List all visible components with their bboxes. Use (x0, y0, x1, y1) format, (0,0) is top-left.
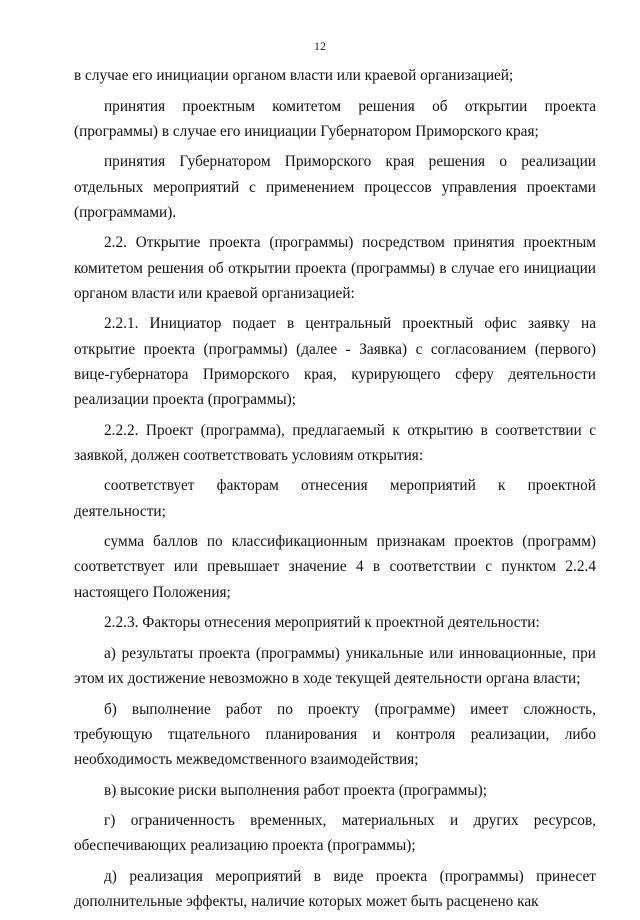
paragraph-2: принятия проектным комитетом решения об открытии проекта (программы) в случае его инициации Губернатором Приморского края; (74, 97, 596, 140)
paragraph-5: 2.2.1. Инициатор подает в центральный проектный офис заявку на открытие проекта (программы) (далее - Заявка) с согласованием (первого) вице-губернатора Приморского края, курирующего сферу деятельности реализации проекта (программы); (74, 315, 596, 408)
paragraph-3: принятия Губернатором Приморского края решения о реализации отдельных мероприятий с применением процессов управления проектами (программами). (74, 153, 596, 221)
page-number: 12 (314, 39, 326, 53)
paragraph-6: 2.2.2. Проект (программа), предлагаемый к открытию в соответствии с заявкой, должен соответствовать условиям открытия: (74, 421, 596, 464)
paragraph-8: сумма баллов по классификационным признакам проектов (программ) соответствует или превышает значение 4 в соответствии с пунктом 2.2.4 настоящего Положения; (74, 533, 596, 601)
paragraph-11: б) выполнение работ по проекту (программе) имеет сложность, требующую тщательного планирования и контроля реализации, либо необходимость межведомственного взаимодействия; (74, 700, 596, 768)
paragraph-13: г) ограниченность временных, материальных и других ресурсов, обеспечивающих реализацию проекта (программы); (74, 812, 596, 855)
document-body (74, 63, 596, 920)
paragraph-12: в) высокие риски выполнения работ проекта (программы); (104, 781, 487, 799)
paragraph-9: 2.2.3. Факторы отнесения мероприятий к проектной деятельности: (104, 614, 540, 632)
paragraph-14: д) реализация мероприятий в виде проекта (программы) принесет дополнительные эффекты, наличие которых может быть расценено как (74, 867, 596, 911)
paragraph-1: в случае его инициации органом власти или краевой организацией; (74, 67, 514, 84)
paragraph-7: соответствует факторам отнесения мероприятий к проектной деятельности; (74, 477, 596, 520)
paragraph-4: 2.2. Открытие проекта (программы) посредством принятия проектным комитетом решения об открытии проекта (программы) в случае его инициации органом власти или краевой организацией: (74, 234, 596, 302)
paragraph-10: а) результаты проекта (программы) уникальные или инновационные, при этом их достижение невозможно в ходе текущей деятельности органа власти; (74, 644, 596, 687)
